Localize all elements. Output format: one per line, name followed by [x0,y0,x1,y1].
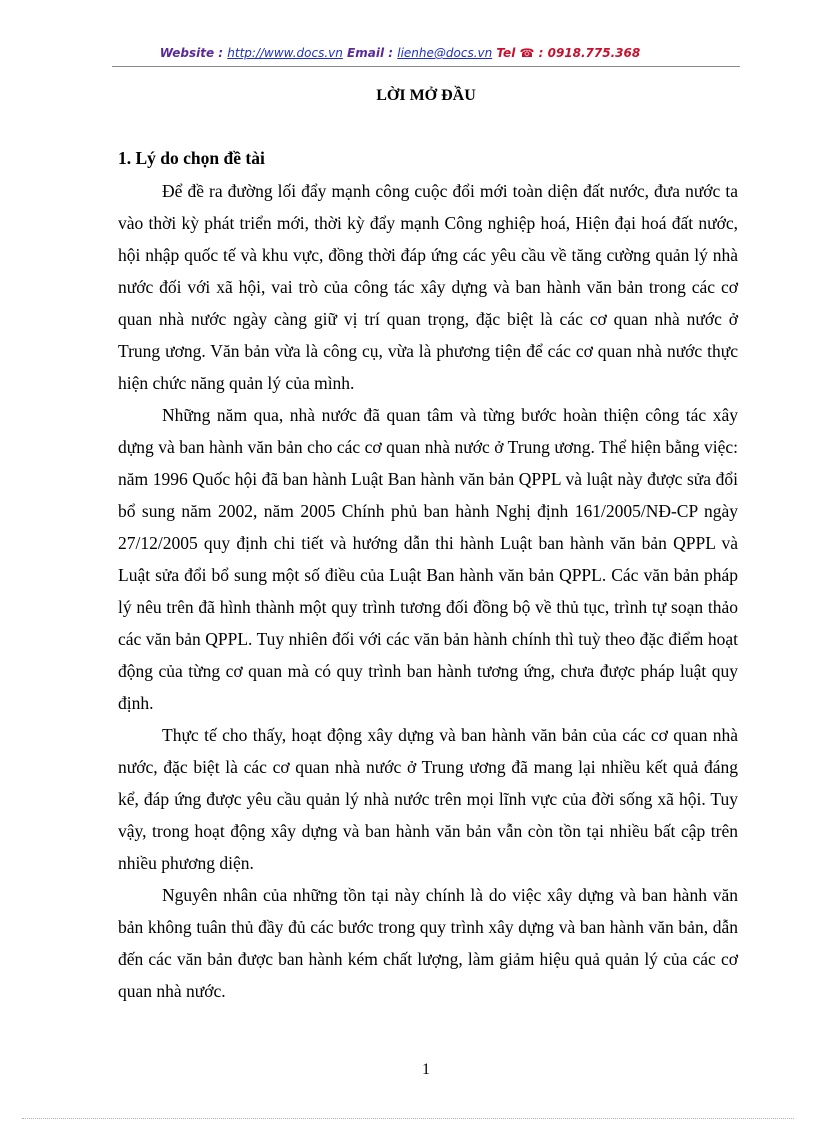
paragraph: Để đề ra đường lối đẩy mạnh công cuộc đổi mới toàn diện đất nước, đưa nước ta vào thời kỳ phát triển mới, thời kỳ đẩy mạnh Công nghiệp hoá, Hiện đại hoá đất nước, hội nhập quốc tế và khu vực, đồng thời đáp ứng các yêu cầu về tăng cường quản lý nhà nước đối với xã hội, vai trò của công tác xây dựng và ban hành văn bản trong các cơ quan nhà nước ngày càng giữ vị trí quan trọng, đặc biệt là các cơ quan nhà nước ở Trung ương. Văn bản vừa là công cụ, vừa là phương tiện để các cơ quan nhà nước thực hiện chức năng quản lý của mình. [118,181,738,393]
page-number: 1 [422,1061,430,1078]
email-link[interactable]: lienhe@docs.vn [397,46,493,60]
header-divider [112,66,740,67]
page-header [60,46,740,60]
paragraph: Nguyên nhân của những tồn tại này chính là do việc xây dựng và ban hành văn bản không tuân thủ đầy đủ các bước trong quy trình xây dựng và ban hành văn bản, dẫn đến các văn bản được ban hành kém chất lượng, làm giảm hiệu quả quản lý của các cơ quan nhà nước. [118,885,738,1001]
body-text [118,175,738,1007]
phone-number: Tel ☎ : 0918.775.368 [496,46,641,60]
website-link[interactable]: http://www.docs.vn [227,46,343,60]
paragraph: Những năm qua, nhà nước đã quan tâm và từng bước hoàn thiện công tác xây dựng và ban hành văn bản cho các cơ quan nhà nước ở Trung ương. Thể hiện bằng việc: năm 1996 Quốc hội đã ban hành Luật Ban hành văn bản QPPL và luật này được sửa đổi bổ sung năm 2002, năm 2005 Chính phủ ban hành Nghị định 161/2005/NĐ-CP ngày 27/12/2005 quy định chi tiết và hướng dẫn thi hành Luật ban hành văn bản QPPL và Luật sửa đổi bổ sung một số điều của Luật Ban hành văn bản QPPL. Các văn bản pháp lý nêu trên đã hình thành một quy trình tương đối đồng bộ về thủ tục, trình tự soạn thảo các văn bản QPPL. Tuy nhiên đối với các văn bản hành chính thì tuỳ theo đặc điểm hoạt động của từng cơ quan mà có quy trình ban hành tương ứng, chưa được pháp luật quy định. [118,405,738,713]
website-label: Website : [159,46,224,60]
email-label: Email : [347,46,394,60]
paragraph: Thực tế cho thấy, hoạt động xây dựng và ban hành văn bản của các cơ quan nhà nước, đặc biệt là các cơ quan nhà nước ở Trung ương đã mang lại nhiều kết quả đáng kể, đáp ứng được yêu cầu quản lý nhà nước trên mọi lĩnh vực của đời sống xã hội. Tuy vậy, trong hoạt động xây dựng và ban hành văn bản vẫn còn tồn tại nhiều bất cập trên nhiều phương diện. [118,725,738,873]
section-heading: 1. Lý do chọn đề tài [118,148,265,168]
document-title: LỜI MỞ ĐẦU [376,87,476,104]
footer-divider [22,1118,794,1119]
